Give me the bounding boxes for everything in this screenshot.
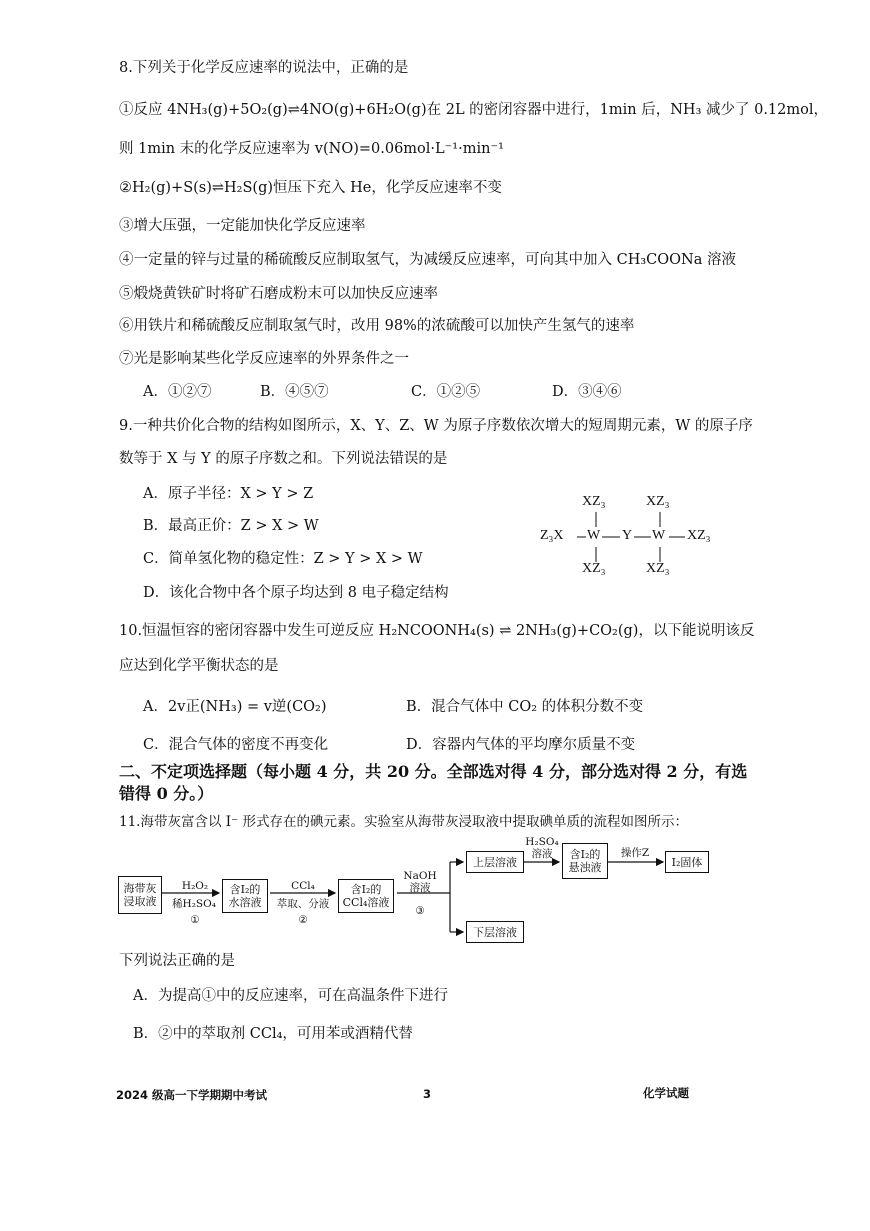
flow-box-seaweed-extract xyxy=(118,876,162,914)
section-2-heading-2: 错得 0 分。） xyxy=(119,784,214,803)
flow-step1-reagent: H₂O₂ xyxy=(181,880,209,892)
footer-exam-name: 2024 级高一下学期期中考试 xyxy=(116,1088,268,1102)
flow-box-lower-layer xyxy=(466,921,524,943)
flow-box-i2-solid xyxy=(665,851,709,873)
q8-statement-7: ⑦光是影响某些化学反应速率的外界条件之一 xyxy=(119,351,409,367)
flow-step2-operation: 萃取、分液 xyxy=(276,898,330,910)
q8-option-c: C．①②⑤ xyxy=(411,384,481,400)
q8-statement-2: ②H₂(g)+S(s)⇌H₂S(g)恒压下充入 He，化学反应速率不变 xyxy=(119,180,502,196)
q11-option-a: A．为提高①中的反应速率，可在高温条件下进行 xyxy=(133,988,448,1004)
q10-option-d: D．容器内气体的平均摩尔质量不变 xyxy=(406,737,636,753)
q8-statement-4: ④一定量的锌与过量的稀硫酸反应制取氢气，为减缓反应速率，可向其中加入 CH₃COONa 溶液 xyxy=(119,252,736,268)
flow-box-upper-layer-label: 上层溶液 xyxy=(473,855,517,869)
flow-box-seaweed-extract-label: 海带灰 浸取液 xyxy=(123,882,157,908)
q8-stem: 8.下列关于化学反应速率的说法中，正确的是 xyxy=(119,60,409,76)
structure-right-group: XZ₃ xyxy=(687,528,711,543)
section-2-heading-1: 二、不定项选择题（每小题 4 分，共 20 分。全部选对得 4 分，部分选对得 2 分，有选 xyxy=(119,762,748,781)
q11-option-b: B．②中的萃取剂 CCl₄，可用苯或酒精代替 xyxy=(133,1026,413,1042)
q10-option-c: C．混合气体的密度不再变化 xyxy=(143,737,329,753)
flow-box-aqueous-i2-label: 含I₂的 水溶液 xyxy=(228,883,262,909)
flow-box-lower-layer-label: 下层溶液 xyxy=(473,925,517,939)
q10-stem-2: 应达到化学平衡状态的是 xyxy=(119,658,279,674)
q9-option-b: B．最高正价：Z > X > W xyxy=(143,518,319,534)
flow-box-i2-solid-label: I₂固体 xyxy=(671,855,703,869)
structure-y: Y xyxy=(622,528,633,543)
q8-option-a: A．①②⑦ xyxy=(143,384,212,400)
structure-left-group: Z₃X xyxy=(540,528,564,543)
footer-subject: 化学试题 xyxy=(643,1086,689,1100)
flow-box-ccl4-i2 xyxy=(338,879,394,913)
structure-top-right: XZ₃ xyxy=(646,494,670,509)
q8-statement-3: ③增大压强，一定能加快化学反应速率 xyxy=(119,218,366,234)
flow-step4-reagent: H₂SO₄ 溶液 xyxy=(525,836,559,860)
q9-option-c: C．简单氢化物的稳定性：Z > Y > X > W xyxy=(143,551,423,567)
footer-page-number: 3 xyxy=(423,1087,432,1101)
structure-w1: W xyxy=(587,528,601,543)
q10-option-b: B．混合气体中 CO₂ 的体积分数不变 xyxy=(406,699,644,715)
structure-w2: W xyxy=(652,528,666,543)
q10-stem-1: 10.恒温恒容的密闭容器中发生可逆反应 H₂NCOONH₄(s) ⇌ 2NH₃(g)+CO₂(g)，以下能说明该反 xyxy=(119,623,755,639)
flow-step3-reagent: NaOH 溶液 xyxy=(403,870,437,894)
structure-bottom-right: XZ₃ xyxy=(646,561,670,576)
q8-statement-6: ⑥用铁片和稀硫酸反应制取氢气时，改用 98%的浓硫酸可以加快产生氢气的速率 xyxy=(119,318,635,334)
flow-step5-operation: 操作Z xyxy=(620,847,650,859)
q8-option-b: B．④⑤⑦ xyxy=(260,384,329,400)
flow-box-aqueous-i2 xyxy=(222,879,268,913)
flow-step3-number: ③ xyxy=(415,905,425,917)
q8-statement-1b: 则 1min 末的化学反应速率为 v(NO)=0.06mol·L⁻¹·min⁻¹ xyxy=(119,141,504,157)
structure-bonds xyxy=(560,510,720,570)
flow-step1-acid: 稀H₂SO₄ xyxy=(172,898,216,910)
q8-option-d: D．③④⑥ xyxy=(552,384,622,400)
q11-stem: 11.海带灰富含以 I⁻ 形式存在的碘元素。实验室从海带灰浸取液中提取碘单质的流程如图所示： xyxy=(119,814,689,830)
flow-box-upper-layer xyxy=(466,851,524,873)
q8-statement-5: ⑤煅烧黄铁矿时将矿石磨成粉末可以加快反应速率 xyxy=(119,286,438,302)
flow-step1-number: ① xyxy=(190,914,200,926)
flow-step2-reagent: CCl₄ xyxy=(291,880,315,892)
structure-top-left: XZ₃ xyxy=(582,494,606,509)
flow-box-turbid-i2 xyxy=(562,843,608,879)
structure-bottom-left: XZ₃ xyxy=(582,561,606,576)
q10-option-a: A．2v正(NH₃) = v逆(CO₂) xyxy=(143,699,327,715)
q9-stem-2: 数等于 X 与 Y 的原子序数之和。下列说法错误的是 xyxy=(119,451,448,467)
flow-box-ccl4-i2-label: 含I₂的 CCl₄溶液 xyxy=(342,883,390,909)
q11-ask: 下列说法正确的是 xyxy=(119,953,235,969)
q9-stem-1: 9.一种共价化合物的结构如图所示，X、Y、Z、W 为原子序数依次增大的短周期元素，W 的原子序 xyxy=(119,418,753,434)
q9-option-d: D．该化合物中各个原子均达到 8 电子稳定结构 xyxy=(143,585,449,601)
flow-box-turbid-i2-label: 含I₂的 悬浊液 xyxy=(568,848,602,874)
flow-step2-number: ② xyxy=(298,914,308,926)
q8-statement-1a: ①反应 4NH₃(g)+5O₂(g)⇌4NO(g)+6H₂O(g)在 2L 的密闭容器中进行，1min 后，NH₃ 减少了 0.12mol， xyxy=(119,102,829,118)
q9-option-a: A．原子半径：X > Y > Z xyxy=(143,486,314,502)
